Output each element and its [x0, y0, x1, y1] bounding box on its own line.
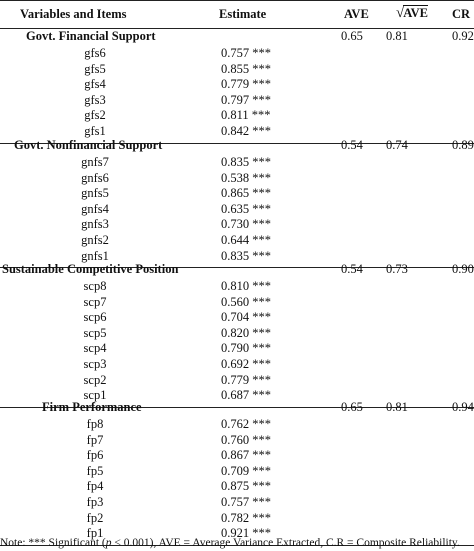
item-name: scp8 — [83, 279, 107, 293]
sqrt-symbol: √ — [396, 5, 405, 21]
item-name: fp1 — [86, 526, 104, 541]
item-name: scp3 — [83, 357, 107, 371]
header-estimate: Estimate — [219, 7, 267, 21]
section-cr: 0.94 — [452, 400, 474, 414]
item-name: gnfs6 — [81, 170, 109, 185]
item-estimate: 0.560 *** — [221, 294, 271, 309]
item-name: gfs6 — [84, 46, 106, 60]
table-row — [0, 217, 474, 233]
item-estimate: 0.779 *** — [221, 77, 271, 92]
section-title: Sustainable Competitive Position — [2, 262, 179, 276]
item-estimate: 0.811 *** — [221, 108, 271, 123]
item-estimate: 0.538 *** — [221, 170, 271, 185]
table-row — [0, 155, 474, 171]
table-row — [0, 295, 474, 311]
item-estimate: 0.855 *** — [221, 61, 271, 76]
table-row — [0, 448, 474, 464]
section-cr: 0.89 — [452, 138, 474, 152]
section-ave: 0.54 — [341, 138, 363, 152]
item-estimate: 0.762 *** — [221, 417, 271, 431]
item-estimate: 0.757 *** — [221, 46, 271, 60]
item-name: gfs2 — [84, 108, 106, 123]
table-top-rule — [0, 0, 474, 1]
item-estimate: 0.810 *** — [221, 279, 271, 293]
section-sqrt-ave: 0.81 — [386, 400, 408, 414]
item-name: fp4 — [86, 479, 104, 494]
table-row — [0, 93, 474, 109]
item-name: gnfs4 — [81, 201, 109, 216]
section-ave: 0.65 — [341, 400, 363, 414]
section-sqrt-ave: 0.81 — [386, 29, 408, 43]
item-estimate: 0.635 *** — [221, 201, 271, 216]
table-row — [0, 108, 474, 124]
table-note — [0, 537, 474, 549]
note-suffix: < 0.001), AVE = Average Variance Extracted, C.R = Composite Reliability. — [111, 537, 460, 549]
table-row — [0, 373, 474, 389]
item-name: gfs1 — [84, 124, 106, 138]
table-row — [0, 46, 474, 62]
table-row — [0, 511, 474, 527]
item-estimate: 0.709 *** — [221, 463, 271, 478]
item-estimate: 0.782 *** — [221, 510, 271, 525]
item-name: fp6 — [86, 448, 104, 463]
table-row — [0, 233, 474, 249]
item-name: gfs3 — [84, 92, 106, 107]
item-name: scp7 — [83, 294, 107, 309]
item-name: fp3 — [86, 495, 104, 509]
table-row — [0, 433, 474, 449]
table-row — [0, 62, 474, 78]
item-estimate: 0.867 *** — [221, 448, 271, 463]
table-row — [0, 77, 474, 93]
item-estimate: 0.692 *** — [221, 357, 271, 371]
item-estimate: 0.760 *** — [221, 432, 271, 447]
item-estimate: 0.797 *** — [221, 92, 271, 107]
item-name: gnfs1 — [81, 248, 109, 263]
section-title: Govt. Nonfinancial Support — [14, 138, 163, 152]
item-name: gfs5 — [84, 61, 106, 76]
table-row — [0, 171, 474, 187]
item-name: scp1 — [83, 388, 107, 403]
table-row — [0, 357, 474, 373]
item-estimate: 0.704 *** — [221, 310, 271, 325]
note-p-symbol: p — [105, 537, 112, 549]
item-estimate: 0.779 *** — [221, 372, 271, 387]
table-row — [0, 279, 474, 295]
table-row — [0, 417, 474, 433]
table-row — [0, 310, 474, 326]
item-estimate: 0.865 *** — [221, 186, 271, 201]
item-name: gnfs7 — [81, 155, 109, 169]
item-name: scp5 — [83, 325, 107, 340]
item-name: scp6 — [83, 310, 107, 325]
item-estimate: 0.875 *** — [221, 479, 271, 494]
header-variables: Variables and Items — [20, 7, 127, 21]
item-estimate: 0.730 *** — [221, 217, 271, 232]
item-estimate: 0.790 *** — [221, 341, 271, 356]
item-name: fp8 — [86, 417, 104, 431]
header-sqrt-ave — [396, 5, 428, 22]
item-name: gnfs5 — [81, 186, 109, 201]
table-row — [0, 479, 474, 495]
item-estimate: 0.820 *** — [221, 325, 271, 340]
item-name: fp5 — [86, 463, 104, 478]
item-name: gnfs2 — [81, 233, 109, 247]
table-row — [0, 186, 474, 202]
table-row — [0, 326, 474, 342]
section-title: Firm Performance — [42, 400, 142, 414]
item-name: gnfs3 — [81, 217, 109, 232]
item-name: gfs4 — [84, 77, 106, 92]
header-ave: AVE — [344, 7, 369, 21]
table-row — [0, 464, 474, 480]
table-row — [0, 495, 474, 511]
item-name: fp7 — [86, 432, 104, 447]
item-name: scp2 — [83, 372, 107, 387]
item-name: scp4 — [83, 341, 107, 356]
item-estimate: 0.687 *** — [221, 388, 271, 403]
section-ave: 0.65 — [341, 29, 363, 43]
table-header — [0, 2, 474, 29]
sqrt-ave-label: AVE — [403, 6, 429, 20]
note-prefix: Note: *** Significant ( — [0, 537, 106, 549]
item-estimate: 0.921 *** — [221, 526, 271, 541]
item-estimate: 0.644 *** — [221, 233, 271, 247]
section-cr: 0.90 — [452, 262, 474, 276]
section-cr: 0.92 — [452, 29, 474, 43]
header-cr: CR — [452, 7, 471, 21]
item-estimate: 0.835 *** — [221, 248, 271, 263]
item-name: fp2 — [86, 510, 104, 525]
section-sqrt-ave: 0.73 — [386, 262, 408, 276]
item-estimate: 0.842 *** — [221, 124, 271, 138]
section-ave: 0.54 — [341, 262, 363, 276]
section-sqrt-ave: 0.74 — [386, 138, 408, 152]
item-estimate: 0.835 *** — [221, 155, 271, 169]
table-row — [0, 202, 474, 218]
item-estimate: 0.757 *** — [221, 495, 271, 509]
table-row — [0, 341, 474, 357]
section-title: Govt. Financial Support — [26, 29, 156, 43]
